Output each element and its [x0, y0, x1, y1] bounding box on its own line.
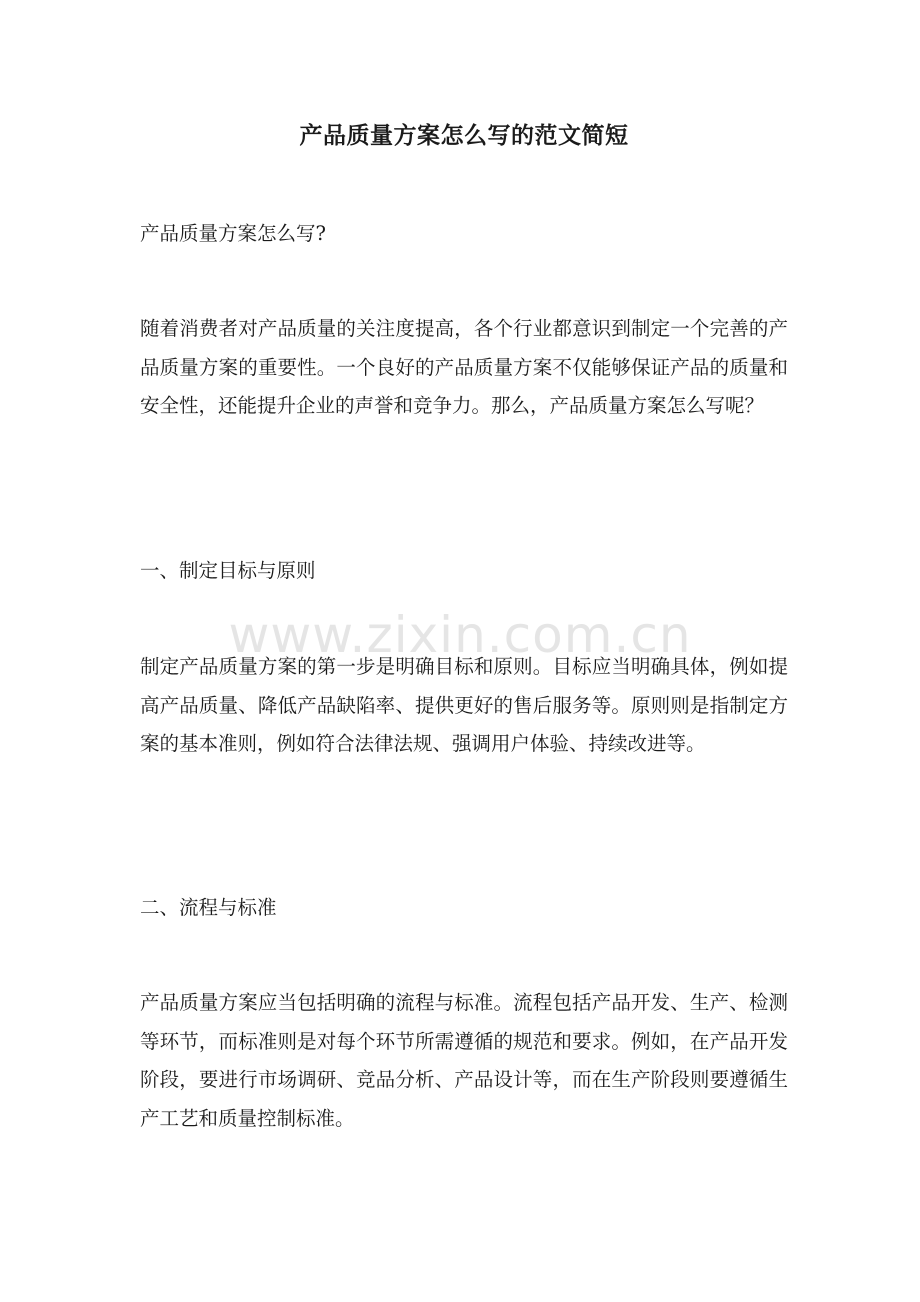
section-heading-process: 二、流程与标准: [140, 896, 277, 919]
section-body-goals: 制定产品质量方案的第一步是明确目标和原则。目标应当明确具体，例如提高产品质量、降低产品缺陷率、提供更好的售后服务等。原则则是指制定方案的基本准则，例如符合法律法规、强调用户体验、持续改进等。: [140, 655, 788, 755]
question-heading: 产品质量方案怎么写?: [140, 222, 326, 245]
section-body-process: 产品质量方案应当包括明确的流程与标准。流程包括产品开发、生产、检测等环节，而标准则是对每个环节所需遵循的规范和要求。例如，在产品开发阶段，要进行市场调研、竞品分析、产品设计等，而在生产阶段则要遵循生产工艺和质量控制标准。: [140, 991, 788, 1130]
section-heading-goals: 一、制定目标与原则: [140, 559, 316, 582]
intro-paragraph: 随着消费者对产品质量的关注度提高，各个行业都意识到制定一个完善的产品质量方案的重要性。一个良好的产品质量方案不仅能够保证产品的质量和安全性，还能提升企业的声誉和竞争力。那么，产品质量方案怎么写呢？: [140, 317, 788, 417]
watermark: www.zixin.com.cn: [228, 606, 692, 664]
document-title: 产品质量方案怎么写的范文简短: [299, 122, 629, 149]
